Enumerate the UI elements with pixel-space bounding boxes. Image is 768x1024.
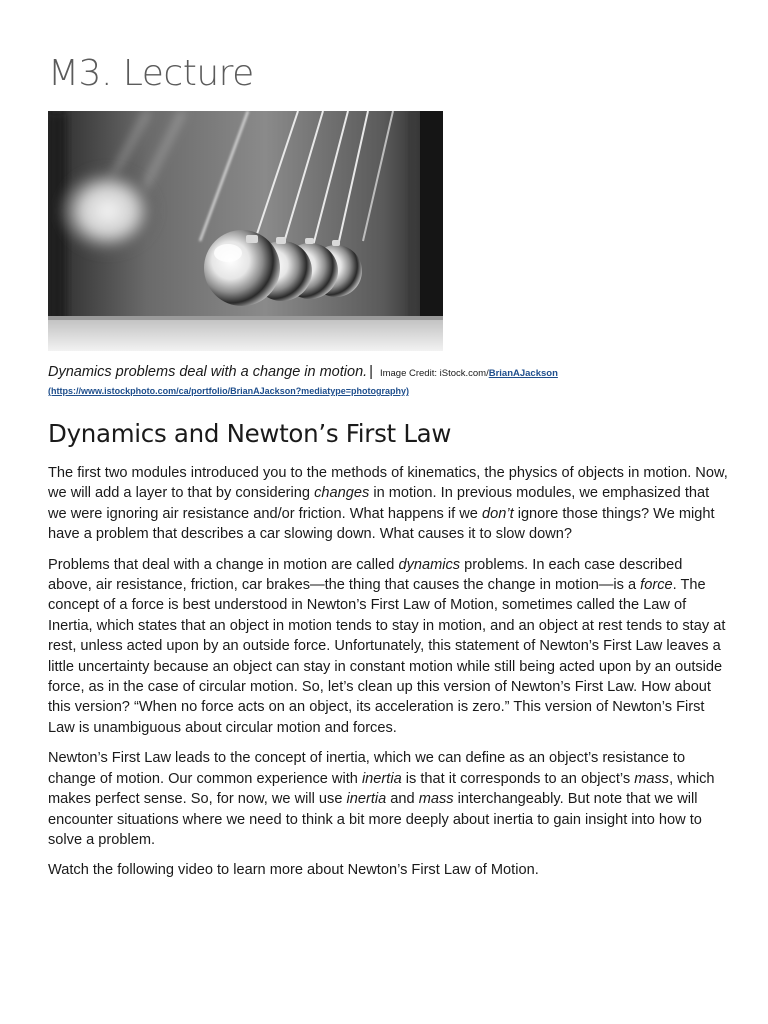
newtons-cradle-photo-icon [48, 111, 443, 351]
emphasized-term: mass [634, 770, 670, 787]
emphasized-term: don’t [481, 505, 514, 522]
emphasized-term: inertia [346, 791, 387, 808]
caption-text: Dynamics problems deal with a change in motion. [48, 364, 368, 380]
newtons-cradle-image [48, 111, 443, 351]
emphasized-term: force [640, 577, 673, 594]
paragraph-inertia: Newton’s First Law leads to the concept of inertia, which we can define as an object’s resistance to change of motion. Our common experience with inertia is that it corresponds to an object’s mass, which makes perfect sense. So, for now, we will use inertia and mass interchangeably. But note that we will encounter situations where we need to think a bit more deeply about inertia to gain insight into how to solve a problem. [48, 750, 715, 848]
paragraph-intro: The first two modules introduced you to the methods of kinematics, the physics of objects in motion. Now, we will add a layer to that by considering changes in motion. In previous modules, we emphasized that we were ignoring air resistance and/or friction. What happens if we don’t ignore those things? We might have a problem that describes a car slowing down. What causes it to slow down? [48, 465, 728, 543]
lecture-page [48, 0, 728, 881]
credit-portfolio-link[interactable]: (https://www.istockphoto.com/ca/portfolio/BrianAJackson?mediatype=photography) [48, 386, 409, 396]
figure-caption [48, 361, 728, 384]
paragraph-dynamics: Problems that deal with a change in motion are called dynamics problems. In each case described above, air resistance, friction, car brakes—the thing that causes the change in motion—is a force. The concept of a force is best understood in Newton’s First Law of Motion, sometimes called the Law of Inertia, which states that an object in motion tends to stay in motion, and an object at rest tends to stay at rest, unless acted upon by an outside force. Unfortunately, this statement of Newton’s First Law leaves a little uncertainty because an object can stay in constant motion while still being acted upon by an outside force, as in the case of circular motion. So, let’s clean up this version of Newton’s First Law. How about this version? “When no force acts on an object, its acceleration is zero.” This version of Newton’s First Law is unambiguous about circular motion and forces. [48, 556, 726, 736]
image-credit-url [48, 384, 728, 398]
paragraph-video-intro: Watch the following video to learn more about Newton’s First Law of Motion. [48, 862, 539, 879]
page-title: M3. Lecture [48, 53, 254, 94]
caption-separator: | [369, 363, 374, 380]
emphasized-term: changes [314, 485, 370, 502]
image-credit-label: Image Credit: iStock.com/ [379, 368, 489, 379]
section-heading: Dynamics and Newton’s First Law [48, 419, 452, 448]
emphasized-term: dynamics [398, 556, 461, 573]
emphasized-term: inertia [361, 770, 402, 787]
emphasized-term: mass [418, 791, 454, 808]
image-credit-link[interactable]: BrianAJackson [488, 368, 558, 379]
